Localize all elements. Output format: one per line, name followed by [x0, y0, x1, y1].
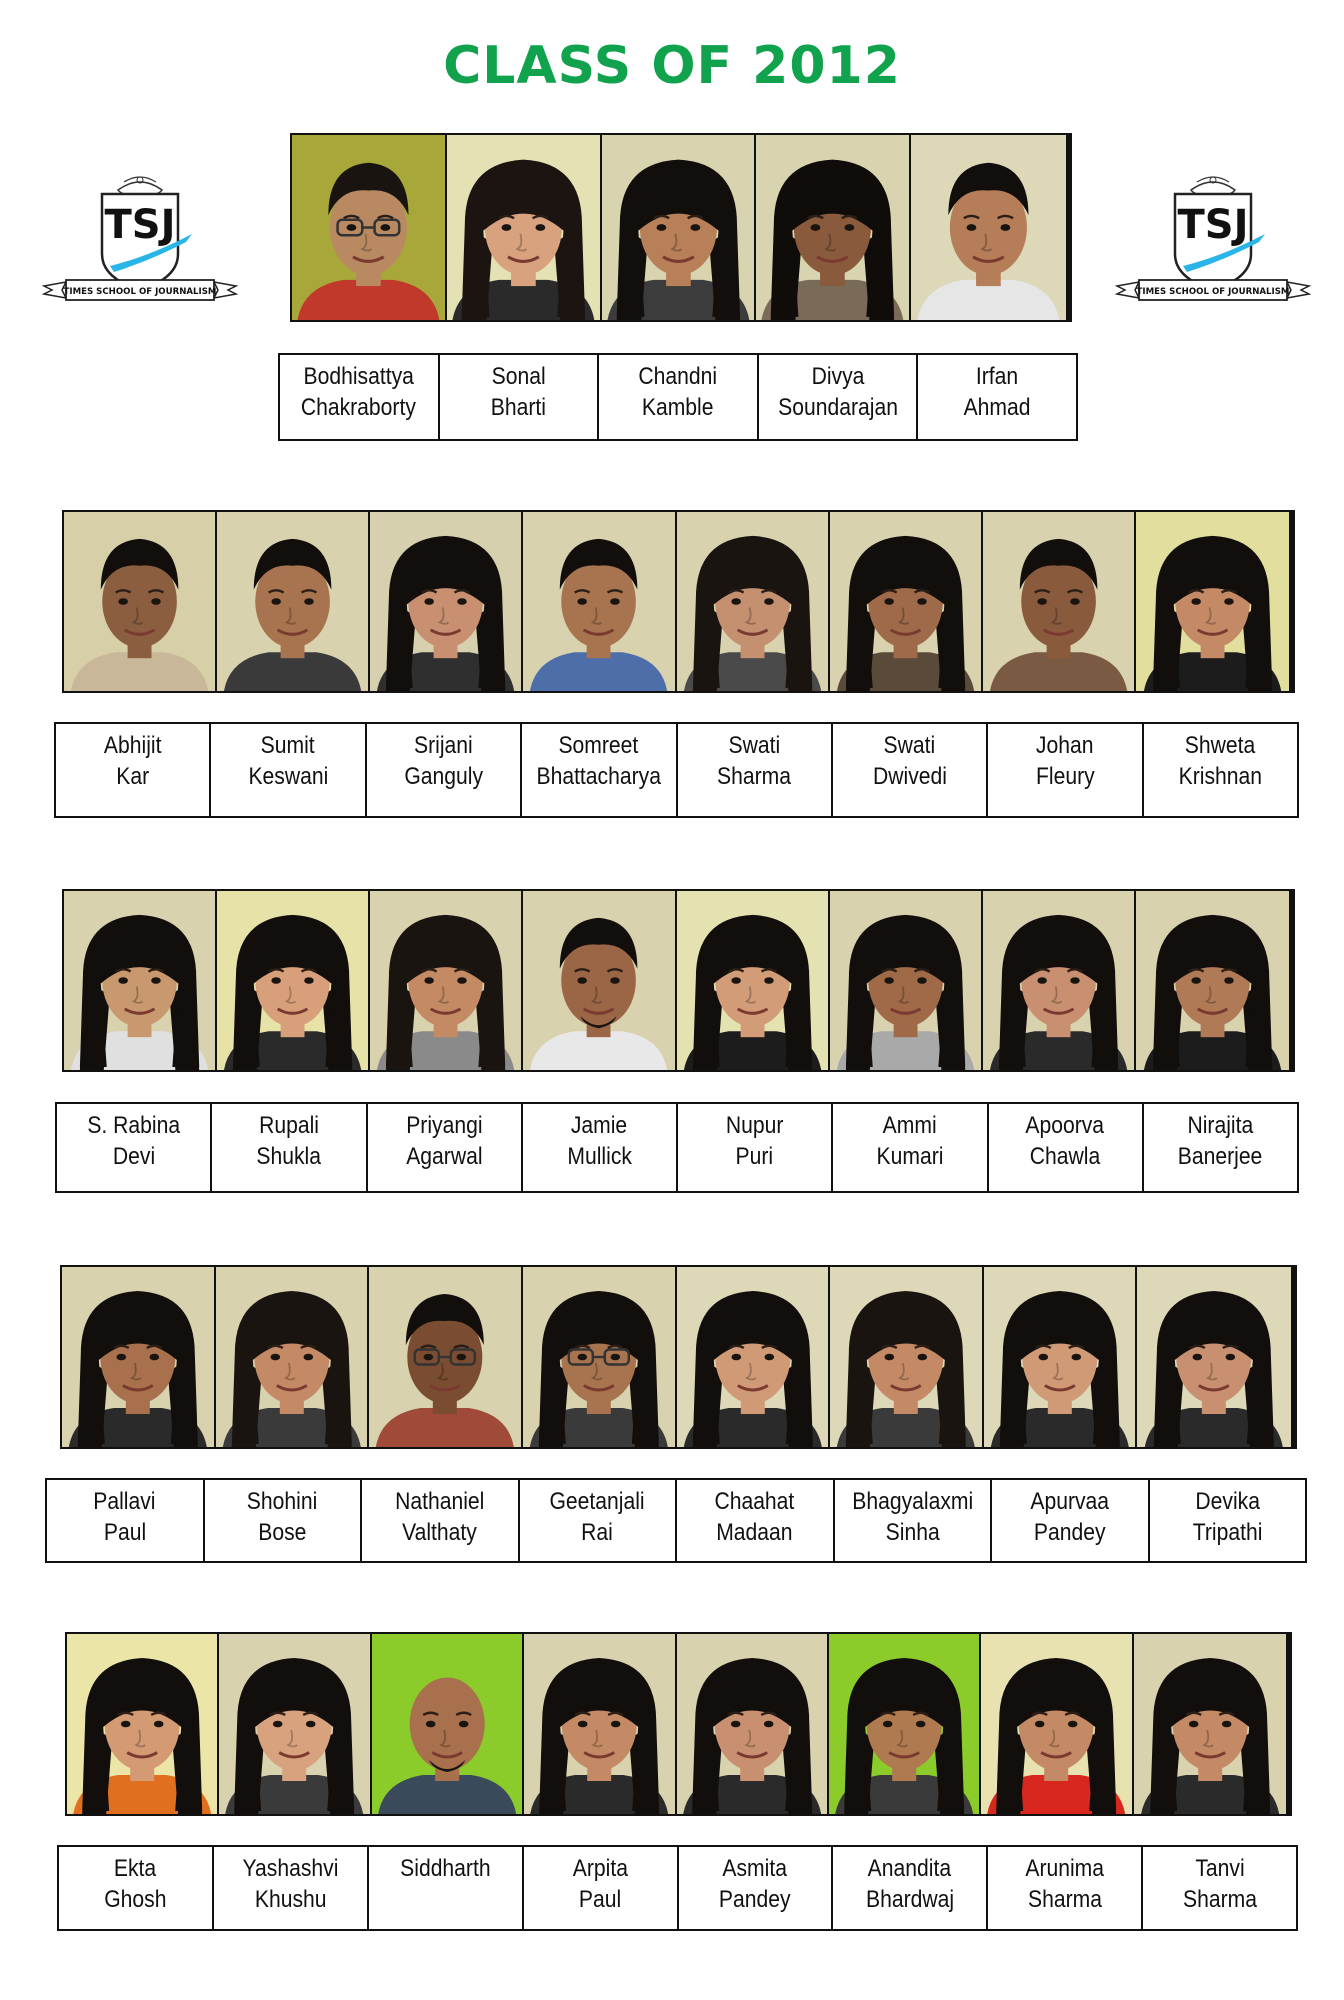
student-name-cell [362, 1480, 520, 1561]
student-name-cell [988, 724, 1143, 816]
student-last-name: Devi [112, 1143, 155, 1170]
student-photo [292, 135, 447, 320]
student-first-name: Priyangi [405, 1112, 483, 1139]
student-name-cell [833, 1847, 988, 1929]
student-photo [677, 891, 830, 1070]
student-name-cell [992, 1480, 1150, 1561]
student-name-cell [1143, 1847, 1296, 1929]
student-photo [602, 135, 757, 320]
student-first-name: Tanvi [1194, 1855, 1245, 1882]
student-first-name: Ekta [114, 1855, 157, 1882]
student-last-name: Krishnan [1178, 763, 1262, 790]
student-name-cell [1144, 1104, 1297, 1191]
student-photo [523, 1267, 677, 1447]
student-name-cell [520, 1480, 678, 1561]
name-table [54, 722, 1299, 818]
student-photo [983, 512, 1136, 691]
student-first-name: Jamie [571, 1112, 628, 1139]
student-first-name: Chandni [638, 363, 718, 390]
student-last-name: Paul [578, 1886, 622, 1913]
student-name-cell [523, 1104, 678, 1191]
svg-text:TIMES SCHOOL OF JOURNALISM: TIMES SCHOOL OF JOURNALISM [63, 287, 217, 297]
student-first-name: Sumit [261, 732, 316, 759]
photo-strip [62, 889, 1295, 1072]
student-last-name: Pandey [719, 1886, 791, 1913]
student-first-name: Divya [811, 363, 864, 390]
student-last-name: Agarwal [405, 1143, 483, 1170]
student-first-name: Abhijit [103, 732, 162, 759]
student-photo [830, 1267, 984, 1447]
student-first-name: Nirajita [1187, 1112, 1254, 1139]
student-photo [1136, 891, 1289, 1070]
student-first-name: Chaahat [714, 1488, 795, 1515]
student-photo [677, 1634, 829, 1814]
student-name-cell [678, 724, 833, 816]
student-photo [981, 1634, 1133, 1814]
student-last-name: Bharti [490, 394, 546, 421]
student-name-cell [833, 724, 988, 816]
student-name-cell [47, 1480, 205, 1561]
student-photo [64, 512, 217, 691]
student-first-name: Yashashvi [242, 1855, 339, 1882]
student-name-cell [56, 724, 211, 816]
student-name-cell [679, 1847, 834, 1929]
student-last-name: Rai [581, 1519, 614, 1546]
student-photo [677, 512, 830, 691]
student-first-name: Rupali [258, 1112, 319, 1139]
student-name-cell [214, 1847, 369, 1929]
student-photo [911, 135, 1066, 320]
student-photo [64, 891, 217, 1070]
student-photo [829, 1634, 981, 1814]
student-photo [216, 1267, 370, 1447]
student-first-name: Devika [1194, 1488, 1260, 1515]
student-last-name: Kar [116, 763, 150, 790]
student-first-name: Pallavi [93, 1488, 156, 1515]
student-last-name: Sharma [1027, 1886, 1102, 1913]
student-last-name: Bhardwaj [865, 1886, 954, 1913]
name-table [45, 1478, 1307, 1563]
student-name-cell [989, 1104, 1144, 1191]
photo-strip [65, 1632, 1292, 1816]
student-first-name: Shohini [247, 1488, 318, 1515]
logo-banner [1117, 280, 1309, 300]
student-photo [217, 891, 370, 1070]
student-photo [756, 135, 911, 320]
student-last-name: Dwivedi [872, 763, 947, 790]
student-photo [524, 1634, 676, 1814]
name-table [278, 353, 1078, 441]
student-first-name: Somreet [558, 732, 639, 759]
student-first-name: S. Rabina [87, 1112, 181, 1139]
student-last-name: Keswani [248, 763, 328, 790]
student-last-name: Sharma [1182, 1886, 1257, 1913]
photo-strip [60, 1265, 1297, 1449]
student-name-cell [988, 1847, 1143, 1929]
student-last-name: Ghosh [104, 1886, 167, 1913]
student-last-name: Kamble [642, 394, 714, 421]
svg-text:TIMES SCHOOL OF JOURNALISM: TIMES SCHOOL OF JOURNALISM [1136, 287, 1290, 297]
student-last-name: Fleury [1035, 763, 1095, 790]
student-first-name: Johan [1036, 732, 1094, 759]
student-photo [523, 891, 676, 1070]
student-name-cell [212, 1104, 367, 1191]
student-name-cell [1150, 1480, 1306, 1561]
student-first-name: Nathaniel [395, 1488, 485, 1515]
student-last-name: Banerjee [1178, 1143, 1263, 1170]
student-photo [830, 891, 983, 1070]
student-name-cell [211, 724, 366, 816]
page-title: CLASS OF 2012 [443, 36, 901, 96]
student-first-name: Ammi [882, 1112, 937, 1139]
student-photo [370, 512, 523, 691]
student-last-name: Tripathi [1192, 1519, 1263, 1546]
student-name-cell [440, 355, 600, 439]
student-last-name: Shukla [256, 1143, 322, 1170]
student-last-name: Soundarajan [777, 394, 898, 421]
student-first-name: Swati [728, 732, 781, 759]
student-first-name: Apoorva [1025, 1112, 1105, 1139]
student-first-name: Asmita [722, 1855, 788, 1882]
student-first-name: Shweta [1185, 732, 1256, 759]
student-name-cell [369, 1847, 524, 1929]
student-name-cell [835, 1480, 993, 1561]
student-last-name: Paul [103, 1519, 146, 1546]
student-first-name: Bhagyalaxmi [851, 1488, 973, 1515]
student-first-name: Anandita [868, 1855, 952, 1882]
student-name-cell [367, 724, 522, 816]
student-last-name: Sinha [885, 1519, 940, 1546]
student-first-name: Sonal [491, 363, 546, 390]
student-name-cell [833, 1104, 988, 1191]
student-first-name: Bodhisattya [303, 363, 414, 390]
tsj-logo-left [40, 168, 240, 318]
student-photo [67, 1634, 219, 1814]
student-first-name: Siddharth [399, 1855, 491, 1882]
student-name-cell [59, 1847, 214, 1929]
name-table [57, 1845, 1298, 1931]
student-last-name: Madaan [716, 1519, 793, 1546]
logo-letters: TSJ [1177, 202, 1249, 248]
student-name-cell [599, 355, 759, 439]
student-name-cell [368, 1104, 523, 1191]
student-photo [219, 1634, 371, 1814]
student-name-cell [57, 1104, 212, 1191]
student-photo [447, 135, 602, 320]
student-name-cell [918, 355, 1076, 439]
student-last-name: Khushu [254, 1886, 327, 1913]
name-table [55, 1102, 1299, 1193]
student-name-cell [759, 355, 919, 439]
student-name-cell [205, 1480, 363, 1561]
student-photo [984, 1267, 1138, 1447]
student-first-name: Arpita [572, 1855, 628, 1882]
student-last-name: Mullick [567, 1143, 632, 1170]
student-last-name: Chakraborty [301, 394, 417, 421]
student-name-cell [524, 1847, 679, 1929]
photo-strip [62, 510, 1295, 693]
student-last-name: Ahmad [963, 394, 1031, 421]
student-first-name: Apurvaa [1030, 1488, 1110, 1515]
student-photo [217, 512, 370, 691]
student-first-name: Srijani [414, 732, 473, 759]
student-name-cell [280, 355, 440, 439]
student-last-name: Valthaty [402, 1519, 478, 1546]
logo-banner [44, 280, 236, 300]
student-name-cell [677, 1480, 835, 1561]
student-photo [369, 1267, 523, 1447]
student-name-cell [678, 1104, 833, 1191]
student-first-name: Irfan [976, 363, 1019, 390]
tsj-logo-right [1113, 168, 1313, 318]
student-photo [523, 512, 676, 691]
student-last-name: Bhattacharya [536, 763, 662, 790]
photo-strip [290, 133, 1072, 322]
student-photo [1136, 512, 1289, 691]
student-first-name: Nupur [725, 1112, 784, 1139]
student-last-name: Puri [735, 1143, 774, 1170]
student-photo [372, 1634, 524, 1814]
student-last-name: Ganguly [404, 763, 483, 790]
student-name-cell [522, 724, 677, 816]
student-name-cell [1144, 724, 1297, 816]
student-first-name: Geetanjali [549, 1488, 645, 1515]
student-photo [983, 891, 1136, 1070]
logo-letters: TSJ [104, 202, 176, 248]
student-last-name: Bose [258, 1519, 307, 1546]
student-last-name: Chawla [1029, 1143, 1101, 1170]
student-photo [62, 1267, 216, 1447]
student-first-name: Arunima [1025, 1855, 1105, 1882]
student-photo [1134, 1634, 1286, 1814]
student-last-name: Sharma [717, 763, 792, 790]
student-last-name: Pandey [1033, 1519, 1106, 1546]
student-photo [370, 891, 523, 1070]
student-photo [1137, 1267, 1291, 1447]
student-photo [677, 1267, 831, 1447]
student-last-name: Kumari [876, 1143, 944, 1170]
student-first-name: Swati [883, 732, 936, 759]
student-photo [830, 512, 983, 691]
